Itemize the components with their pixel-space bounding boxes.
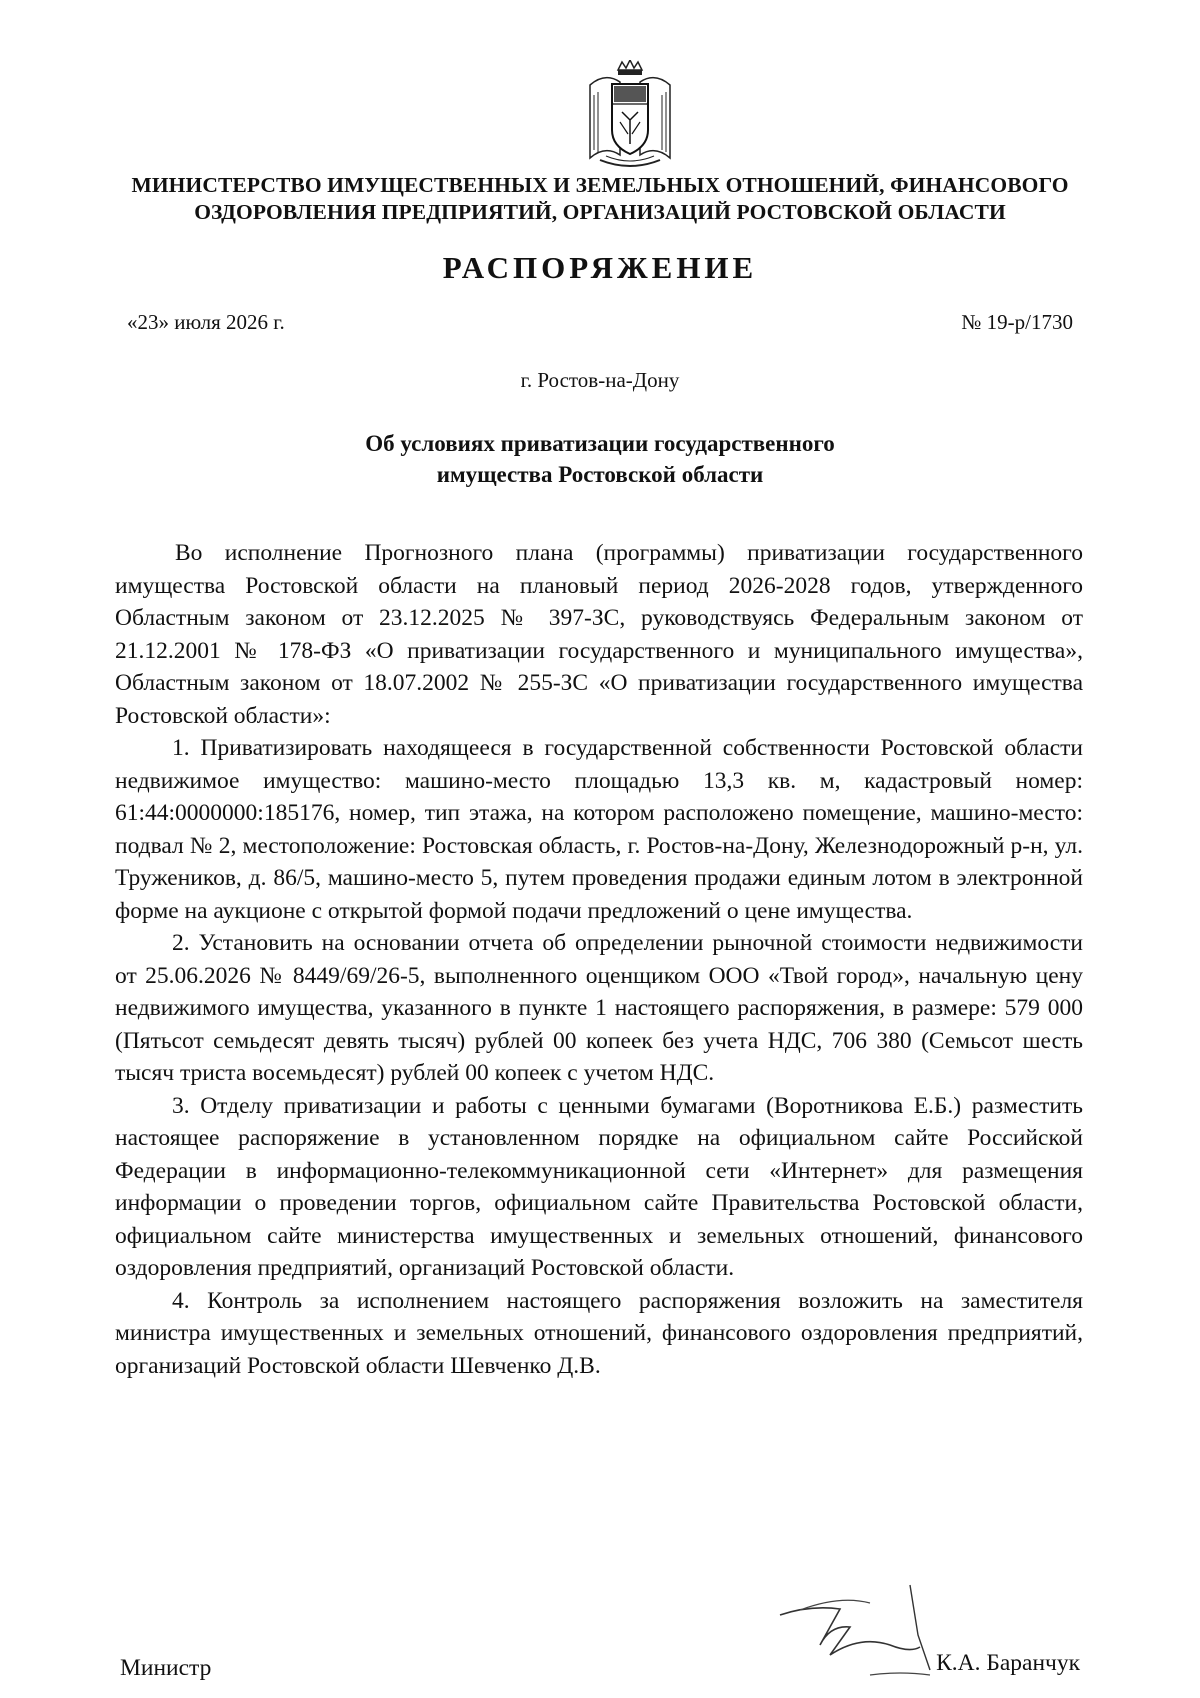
subject-line1: Об условиях приватизации государственного [365, 431, 835, 456]
ministry-name-line1: МИНИСТЕРСТВО ИМУЩЕСТВЕННЫХ И ЗЕМЕЛЬНЫХ ОТНОШЕНИЙ, ФИНАНСОВОГО [131, 173, 1069, 197]
document-subject [100, 428, 1100, 490]
document-number: № 19-р/1730 [961, 310, 1073, 334]
coat-of-arms-icon [580, 60, 680, 172]
item-4-paragraph: 4. Контроль за исполнением настоящего распоряжения возложить на заместителя министра имущественных и земельных отношений, финансового оздоровления предприятий, организаций Ростовской области Шевченко Д.В. [115, 1287, 1083, 1379]
signatory-name: К.А. Баранчук [936, 1650, 1080, 1676]
ministry-name-line2: ОЗДОРОВЛЕНИЯ ПРЕДПРИЯТИЙ, ОРГАНИЗАЦИЙ РОСТОВСКОЙ ОБЛАСТИ [194, 200, 1006, 224]
signatory-role: Министр [120, 1655, 212, 1681]
document-date: «23» июля 2026 г. [127, 310, 285, 334]
item-3-paragraph: 3. Отделу приватизации и работы с ценными бумагами (Воротникова Е.Б.) разместить настоящее распоряжение в установленном порядке на официальном сайте Российской Федерации в информационно-телекоммуникационной сети «Интернет» для размещения информации о проведении торгов, официальном сайте Правительства Ростовской области, официальном сайте министерства имущественных и земельных отношений, финансового оздоровления предприятий, организаций Ростовской области. [115, 1092, 1083, 1281]
item-2-paragraph: 2. Установить на основании отчета об определении рыночной стоимости недвижимости от 25.06.2026 № 8449/69/26-5, выполненного оценщиком ООО «Твой город», начальную цену недвижимого имущества, указанного в пункте 1 настоящего распоряжения, в размере: 579 000 (Пятьсот семьдесят девять тысяч) рублей 00 копеек без учета НДС, 706 380 (Семьсот шесть тысяч триста восемьдесят) рублей 00 копеек с учетом НДС. [115, 930, 1083, 1086]
item-1-paragraph: 1. Приватизировать находящееся в государственной собственности Ростовской области недвижимое имущество: машино-место площадью 13,3 кв. м, кадастровый номер: 61:44:0000000:185176, номер, тип этажа, на котором расположено помещение, машино-место: подвал № 2, местоположение: Ростовская область, г. Ростов-на-Дону, Железнодорожный р-н, ул. Тружеников, д. 86/5, машино-место 5, путем проведения продажи единым лотом в электронной форме на аукционе с открытой формой подачи предложений о цене имущества. [115, 735, 1083, 924]
ministry-name [100, 172, 1100, 226]
document-type: РАСПОРЯЖЕНИЕ [442, 250, 758, 285]
subject-line2: имущества Ростовской области [436, 462, 764, 487]
preamble-paragraph: Во исполнение Прогнозного плана (программы) приватизации государственного имущества Ростовской области на плановый период 2026-2028 годов, утвержденного Областным законом от 23.12.2025 № 397-ЗС, руководствуясь Федеральным законом от 21.12.2001 № 178-ФЗ «О приватизации государственного и муниципального имущества», Областным законом от 18.07.2002 № 255-ЗС «О приватизации государственного имущества Ростовской области»: [115, 540, 1083, 729]
document-city: г. Ростов-на-Дону [520, 368, 680, 392]
document-body [115, 537, 1083, 1382]
